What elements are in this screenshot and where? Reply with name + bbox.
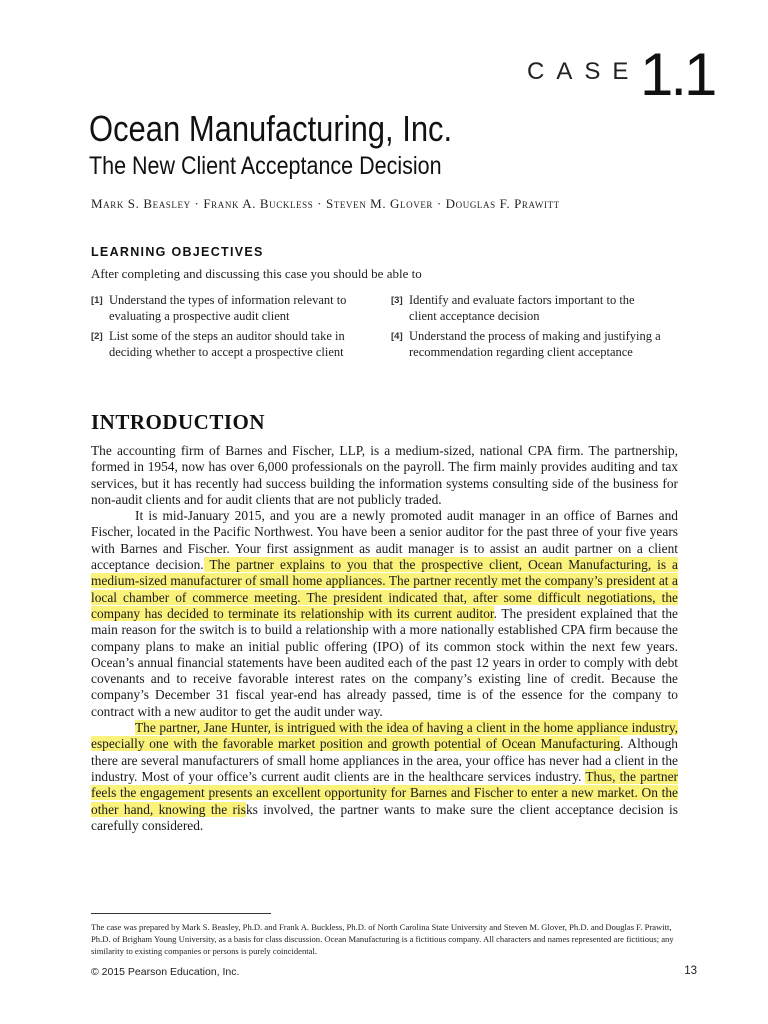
highlighted-text: The partner explains to you that the prospective client, Ocean Manufacturing, is a medium-sized manufacturer of small home appliances. The partner recently met the company’s president at a local chamber of commerce meeting. The president indicated that, after some difficult negotiations, the company has decided to terminate its relationship with its current auditor: [91, 557, 678, 621]
learning-objectives-intro: After completing and discussing this case you should be able to: [91, 266, 422, 281]
page-number: 13: [684, 965, 697, 977]
text-run: . Although there are several manufacturers of small home appliances in the area, your office has never had a client in the industry. Most of your office’s current audit clients are in the healthcare services industry.: [91, 736, 679, 784]
highlighted-text: Thus, the partner feels the engagement presents an excellent opportunity for Barnes and Fischer to enter a new market. On the other hand, knowing the ris: [91, 768, 678, 817]
page-title: Ocean Manufacturing, Inc.: [89, 108, 453, 149]
text-run: It is mid-January 2015, and you are a newly promoted audit manager in an office of Barnes and Fischer, located in the Pacific Northwest. You have been a senior auditor for the past three of your five years with Barnes and Fischer. Your first assignment as audit manager is to assist an audit partner on a client acceptance decision.: [91, 508, 678, 573]
page-subtitle: The New Client Acceptance Decision: [89, 152, 442, 180]
introduction-body: [91, 443, 678, 834]
case-label: CASE: [527, 58, 641, 85]
objective-number: [2]: [91, 331, 103, 342]
introduction-heading: INTRODUCTION: [91, 410, 266, 434]
objective-item: [391, 328, 661, 360]
footnote: The case was prepared by Mark S. Beasley, Ph.D. and Frank A. Buckless, Ph.D. of North Carolina State University and Steven M. Glover, Ph.D. and Douglas F. Prawitt, Ph.D. of Brigham Young University, as a basis for class discussion. Ocean Manufacturing is a fictitious company. All characters and names represented are fictitious; any similarity to existing companies or persons is purely coincidental.: [91, 922, 674, 956]
objective-item: [91, 328, 361, 360]
text-run: ks involved, the partner wants to make sure the client acceptance decision is carefully considered.: [91, 801, 678, 833]
objective-text: Understand the types of information relevant to evaluating a prospective audit client: [109, 293, 347, 323]
paragraph: [91, 720, 678, 834]
case-number: 1.1: [640, 41, 715, 108]
paragraph: The accounting firm of Barnes and Fischer, LLP, is a medium-sized, national CPA firm. The partnership, formed in 1954, now has over 6,000 professionals on the payroll. The firm mainly provides auditing and tax services, but it has recently had success building the information systems consulting side of the business for non-audit clients and for audit clients that are not publicly traded.: [91, 443, 678, 507]
objective-text: List some of the steps an auditor should take in deciding whether to accept a prospective client: [109, 329, 345, 359]
footnote-divider: [91, 913, 271, 914]
objective-text: Understand the process of making and justifying a recommendation regarding client acceptance: [409, 329, 661, 359]
objective-number: [3]: [391, 295, 403, 306]
learning-objectives-heading: LEARNING OBJECTIVES: [91, 245, 264, 259]
paragraph: [91, 508, 678, 720]
text-run: . The president explained that the main reason for the switch is to build a relationship with a more nationally established CPA firm because the company plans to make an initial public offering (IPO) of its common stock within the next few years. Ocean’s annual financial statements have been audited each of the past 12 years in order to comply with debt covenants and to receive favorable interest rates on the company’s existing line of credit. Because the company’s December 31 fiscal year-end has already passed, time is of the essence for the company to contract with a new auditor to get the audit under way.: [91, 605, 678, 719]
objective-item: [91, 292, 361, 324]
objective-number: [4]: [391, 331, 403, 342]
objective-text: Identify and evaluate factors important to the client acceptance decision: [409, 293, 635, 323]
highlighted-text: The partner, Jane Hunter, is intrigued with the idea of having a client in the home appliance industry, especially one with the favorable market position and growth potential of Ocean Manufacturing: [91, 720, 678, 752]
objective-number: [1]: [91, 295, 103, 306]
objective-item: [391, 292, 661, 324]
copyright: © 2015 Pearson Education, Inc.: [91, 966, 240, 978]
authors-line: Mark S. Beasley · Frank A. Buckless · Steven M. Glover · Douglas F. Prawitt: [91, 196, 560, 211]
